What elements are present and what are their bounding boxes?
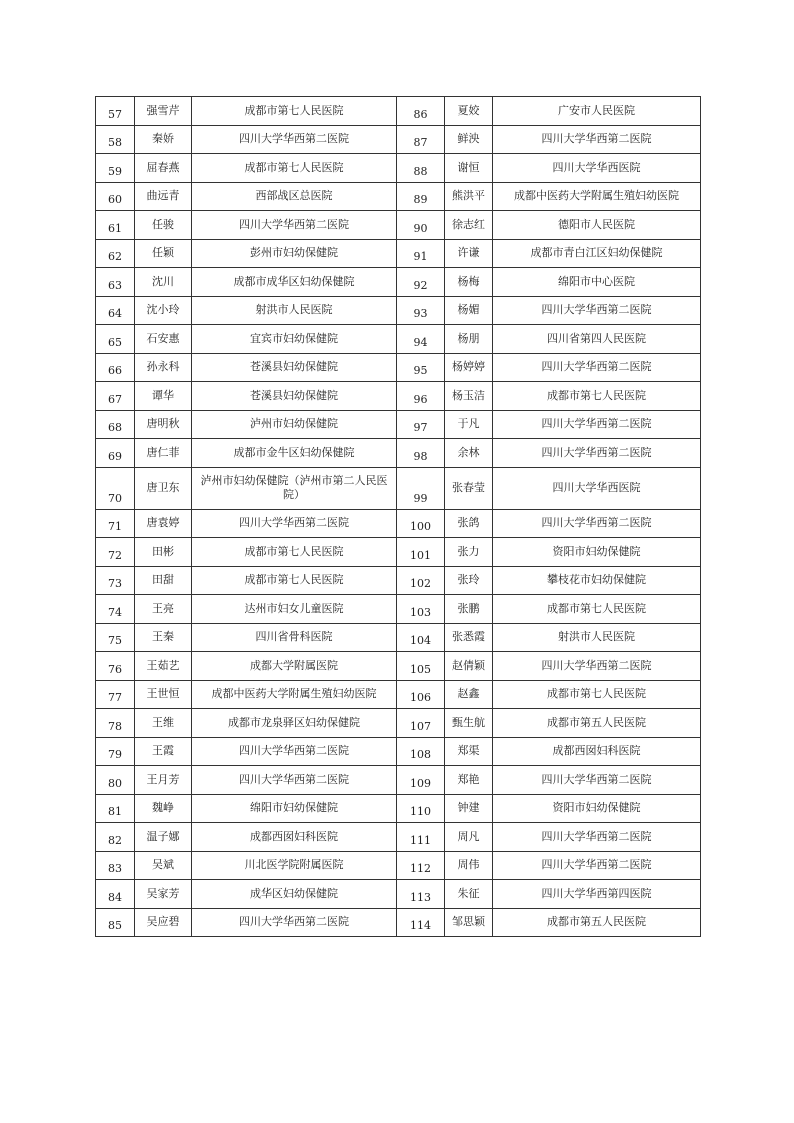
person-name-left: 王月芳 <box>135 766 192 795</box>
person-name-right: 杨媚 <box>445 296 493 325</box>
hospital-name-right: 四川大学华西第二医院 <box>493 652 701 681</box>
hospital-name-left: 四川大学华西第二医院 <box>192 908 397 937</box>
person-name-right: 熊洪平 <box>445 182 493 211</box>
person-name-left: 吴应碧 <box>135 908 192 937</box>
hospital-name-left: 泸州市妇幼保健院（泸州市第二人民医院） <box>192 467 397 509</box>
row-number-left: 83 <box>96 851 135 880</box>
row-number-right: 113 <box>397 880 445 909</box>
table-row <box>96 439 701 468</box>
hospital-name-left: 绵阳市妇幼保健院 <box>192 794 397 823</box>
row-number-right: 104 <box>397 623 445 652</box>
person-name-right: 周凡 <box>445 823 493 852</box>
roster-body <box>96 97 701 937</box>
hospital-name-left: 成都市第七人民医院 <box>192 538 397 567</box>
row-number-right: 105 <box>397 652 445 681</box>
hospital-name-left: 西部战区总医院 <box>192 182 397 211</box>
table-row <box>96 268 701 297</box>
hospital-name-right: 四川大学华西第二医院 <box>493 353 701 382</box>
person-name-left: 孙永科 <box>135 353 192 382</box>
table-row <box>96 509 701 538</box>
person-name-right: 赵倩颖 <box>445 652 493 681</box>
table-row <box>96 595 701 624</box>
row-number-right: 86 <box>397 97 445 126</box>
table-row <box>96 211 701 240</box>
row-number-left: 79 <box>96 737 135 766</box>
table-row <box>96 823 701 852</box>
hospital-name-left: 成都市第七人民医院 <box>192 154 397 183</box>
table-row <box>96 325 701 354</box>
row-number-left: 66 <box>96 353 135 382</box>
person-name-left: 田彬 <box>135 538 192 567</box>
table-row <box>96 353 701 382</box>
table-row <box>96 566 701 595</box>
row-number-left: 82 <box>96 823 135 852</box>
hospital-name-left: 成都市龙泉驿区妇幼保健院 <box>192 709 397 738</box>
person-name-right: 张力 <box>445 538 493 567</box>
hospital-name-right: 绵阳市中心医院 <box>493 268 701 297</box>
row-number-right: 87 <box>397 125 445 154</box>
hospital-name-right: 四川大学华西第二医院 <box>493 823 701 852</box>
person-name-right: 张春莹 <box>445 467 493 509</box>
person-name-left: 唐仁菲 <box>135 439 192 468</box>
person-name-left: 屈春燕 <box>135 154 192 183</box>
person-name-left: 唐卫东 <box>135 467 192 509</box>
row-number-right: 89 <box>397 182 445 211</box>
person-name-left: 王世恒 <box>135 680 192 709</box>
hospital-name-right: 资阳市妇幼保健院 <box>493 794 701 823</box>
row-number-left: 62 <box>96 239 135 268</box>
row-number-left: 80 <box>96 766 135 795</box>
person-name-right: 朱征 <box>445 880 493 909</box>
hospital-name-left: 四川大学华西第二医院 <box>192 211 397 240</box>
table-row <box>96 125 701 154</box>
person-name-right: 于凡 <box>445 410 493 439</box>
hospital-name-left: 成都中医药大学附属生殖妇幼医院 <box>192 680 397 709</box>
row-number-right: 90 <box>397 211 445 240</box>
row-number-left: 73 <box>96 566 135 595</box>
person-name-left: 唐袁婷 <box>135 509 192 538</box>
hospital-name-left: 四川大学华西第二医院 <box>192 125 397 154</box>
hospital-name-right: 四川大学华西第四医院 <box>493 880 701 909</box>
row-number-right: 106 <box>397 680 445 709</box>
hospital-name-left: 彭州市妇幼保健院 <box>192 239 397 268</box>
row-number-left: 75 <box>96 623 135 652</box>
hospital-name-left: 成都西囡妇科医院 <box>192 823 397 852</box>
hospital-name-left: 苍溪县妇幼保健院 <box>192 353 397 382</box>
hospital-name-right: 四川省第四人民医院 <box>493 325 701 354</box>
hospital-name-left: 成都市第七人民医院 <box>192 97 397 126</box>
hospital-name-right: 四川大学华西第二医院 <box>493 509 701 538</box>
person-name-right: 徐志红 <box>445 211 493 240</box>
row-number-right: 88 <box>397 154 445 183</box>
row-number-left: 76 <box>96 652 135 681</box>
table-row <box>96 97 701 126</box>
row-number-right: 112 <box>397 851 445 880</box>
person-name-right: 许谦 <box>445 239 493 268</box>
person-name-left: 任颖 <box>135 239 192 268</box>
hospital-name-left: 四川大学华西第二医院 <box>192 766 397 795</box>
hospital-name-left: 四川大学华西第二医院 <box>192 737 397 766</box>
row-number-left: 63 <box>96 268 135 297</box>
person-name-left: 田甜 <box>135 566 192 595</box>
hospital-name-right: 成都市第七人民医院 <box>493 680 701 709</box>
person-name-right: 钟建 <box>445 794 493 823</box>
row-number-left: 59 <box>96 154 135 183</box>
row-number-left: 72 <box>96 538 135 567</box>
person-name-right: 杨朋 <box>445 325 493 354</box>
hospital-name-left: 成都市第七人民医院 <box>192 566 397 595</box>
row-number-right: 111 <box>397 823 445 852</box>
row-number-left: 70 <box>96 467 135 509</box>
hospital-name-right: 成都市第五人民医院 <box>493 709 701 738</box>
row-number-left: 65 <box>96 325 135 354</box>
row-number-left: 67 <box>96 382 135 411</box>
row-number-right: 107 <box>397 709 445 738</box>
hospital-name-left: 达州市妇女儿童医院 <box>192 595 397 624</box>
person-name-left: 王霞 <box>135 737 192 766</box>
row-number-right: 94 <box>397 325 445 354</box>
hospital-name-right: 成都市第七人民医院 <box>493 382 701 411</box>
person-name-left: 王茹艺 <box>135 652 192 681</box>
hospital-name-right: 德阳市人民医院 <box>493 211 701 240</box>
hospital-name-right: 四川大学华西第二医院 <box>493 851 701 880</box>
row-number-left: 81 <box>96 794 135 823</box>
row-number-left: 68 <box>96 410 135 439</box>
row-number-right: 101 <box>397 538 445 567</box>
hospital-name-right: 成都市第五人民医院 <box>493 908 701 937</box>
person-name-left: 王维 <box>135 709 192 738</box>
person-name-left: 曲远青 <box>135 182 192 211</box>
row-number-left: 61 <box>96 211 135 240</box>
row-number-left: 64 <box>96 296 135 325</box>
table-row <box>96 410 701 439</box>
person-name-left: 沈川 <box>135 268 192 297</box>
hospital-name-right: 四川大学华西第二医院 <box>493 296 701 325</box>
hospital-name-left: 成都市金牛区妇幼保健院 <box>192 439 397 468</box>
row-number-right: 93 <box>397 296 445 325</box>
row-number-left: 78 <box>96 709 135 738</box>
table-row <box>96 908 701 937</box>
hospital-name-right: 成都市青白江区妇幼保健院 <box>493 239 701 268</box>
table-row <box>96 851 701 880</box>
row-number-left: 57 <box>96 97 135 126</box>
hospital-name-left: 苍溪县妇幼保健院 <box>192 382 397 411</box>
hospital-name-left: 宜宾市妇幼保健院 <box>192 325 397 354</box>
table-row <box>96 182 701 211</box>
person-name-left: 石安惠 <box>135 325 192 354</box>
table-row <box>96 467 701 509</box>
row-number-right: 95 <box>397 353 445 382</box>
hospital-name-right: 广安市人民医院 <box>493 97 701 126</box>
person-name-right: 杨玉洁 <box>445 382 493 411</box>
person-name-right: 鲜泱 <box>445 125 493 154</box>
hospital-name-right: 攀枝花市妇幼保健院 <box>493 566 701 595</box>
row-number-left: 74 <box>96 595 135 624</box>
table-row <box>96 538 701 567</box>
hospital-name-left: 泸州市妇幼保健院 <box>192 410 397 439</box>
person-name-right: 张悉霞 <box>445 623 493 652</box>
table-row <box>96 737 701 766</box>
person-name-right: 赵鑫 <box>445 680 493 709</box>
row-number-left: 69 <box>96 439 135 468</box>
roster-table <box>95 96 701 937</box>
person-name-left: 吴斌 <box>135 851 192 880</box>
hospital-name-right: 四川大学华西第二医院 <box>493 410 701 439</box>
table-row <box>96 623 701 652</box>
row-number-right: 99 <box>397 467 445 509</box>
row-number-right: 91 <box>397 239 445 268</box>
row-number-right: 92 <box>397 268 445 297</box>
table-row <box>96 680 701 709</box>
row-number-right: 97 <box>397 410 445 439</box>
row-number-left: 85 <box>96 908 135 937</box>
table-row <box>96 709 701 738</box>
hospital-name-right: 四川大学华西医院 <box>493 467 701 509</box>
person-name-right: 余林 <box>445 439 493 468</box>
hospital-name-right: 射洪市人民医院 <box>493 623 701 652</box>
person-name-right: 张玲 <box>445 566 493 595</box>
table-row <box>96 382 701 411</box>
row-number-right: 96 <box>397 382 445 411</box>
hospital-name-right: 四川大学华西第二医院 <box>493 125 701 154</box>
hospital-name-right: 四川大学华西第二医院 <box>493 766 701 795</box>
person-name-left: 唐明秋 <box>135 410 192 439</box>
person-name-right: 夏姣 <box>445 97 493 126</box>
person-name-left: 王秦 <box>135 623 192 652</box>
row-number-left: 71 <box>96 509 135 538</box>
row-number-left: 84 <box>96 880 135 909</box>
table-row <box>96 296 701 325</box>
row-number-right: 110 <box>397 794 445 823</box>
person-name-right: 张鸽 <box>445 509 493 538</box>
hospital-name-left: 川北医学院附属医院 <box>192 851 397 880</box>
person-name-left: 任骏 <box>135 211 192 240</box>
hospital-name-left: 成都大学附属医院 <box>192 652 397 681</box>
person-name-right: 杨梅 <box>445 268 493 297</box>
person-name-left: 魏峥 <box>135 794 192 823</box>
person-name-left: 秦娇 <box>135 125 192 154</box>
hospital-name-left: 成都市成华区妇幼保健院 <box>192 268 397 297</box>
hospital-name-right: 四川大学华西医院 <box>493 154 701 183</box>
row-number-left: 58 <box>96 125 135 154</box>
row-number-right: 108 <box>397 737 445 766</box>
table-row <box>96 766 701 795</box>
row-number-left: 60 <box>96 182 135 211</box>
row-number-right: 109 <box>397 766 445 795</box>
person-name-left: 沈小玲 <box>135 296 192 325</box>
hospital-name-left: 成华区妇幼保健院 <box>192 880 397 909</box>
person-name-right: 谢恒 <box>445 154 493 183</box>
person-name-left: 温子娜 <box>135 823 192 852</box>
row-number-right: 100 <box>397 509 445 538</box>
hospital-name-right: 成都市第七人民医院 <box>493 595 701 624</box>
row-number-right: 98 <box>397 439 445 468</box>
table-row <box>96 154 701 183</box>
hospital-name-right: 成都西囡妇科医院 <box>493 737 701 766</box>
row-number-left: 77 <box>96 680 135 709</box>
person-name-left: 吴家芳 <box>135 880 192 909</box>
table-row <box>96 652 701 681</box>
hospital-name-left: 四川省骨科医院 <box>192 623 397 652</box>
row-number-right: 102 <box>397 566 445 595</box>
person-name-right: 杨婷婷 <box>445 353 493 382</box>
hospital-name-right: 成都中医药大学附属生殖妇幼医院 <box>493 182 701 211</box>
person-name-right: 张鹏 <box>445 595 493 624</box>
person-name-left: 王亮 <box>135 595 192 624</box>
table-row <box>96 239 701 268</box>
hospital-name-left: 四川大学华西第二医院 <box>192 509 397 538</box>
person-name-right: 周伟 <box>445 851 493 880</box>
person-name-right: 甄生航 <box>445 709 493 738</box>
row-number-right: 114 <box>397 908 445 937</box>
person-name-left: 强雪芹 <box>135 97 192 126</box>
row-number-right: 103 <box>397 595 445 624</box>
table-row <box>96 880 701 909</box>
person-name-right: 邹思颖 <box>445 908 493 937</box>
person-name-left: 谭华 <box>135 382 192 411</box>
table-row <box>96 794 701 823</box>
hospital-name-right: 资阳市妇幼保健院 <box>493 538 701 567</box>
person-name-right: 郑艳 <box>445 766 493 795</box>
hospital-name-left: 射洪市人民医院 <box>192 296 397 325</box>
hospital-name-right: 四川大学华西第二医院 <box>493 439 701 468</box>
person-name-right: 郑渠 <box>445 737 493 766</box>
